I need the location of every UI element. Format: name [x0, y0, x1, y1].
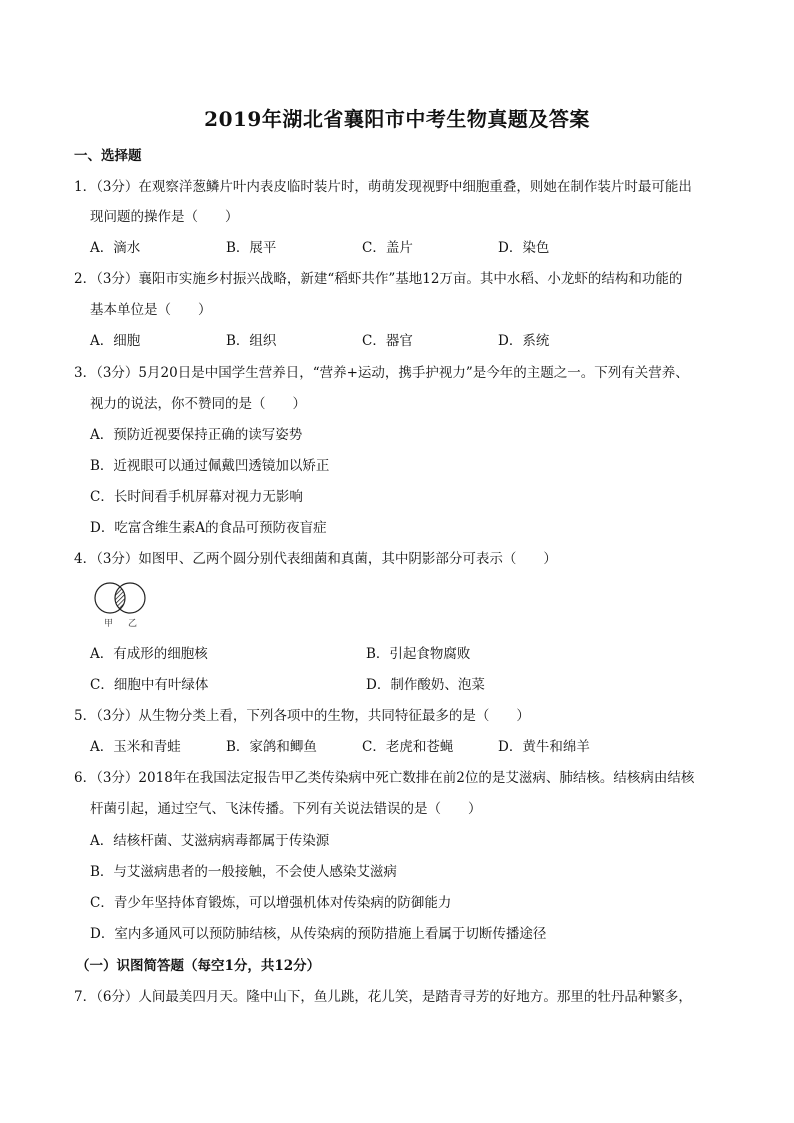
q1-option-b[interactable]: B．展平 [226, 240, 277, 256]
question-1-options [90, 238, 730, 258]
venn-label-yi: 乙 [128, 619, 138, 629]
question-2-options [90, 331, 730, 351]
question-5-options [90, 737, 730, 757]
section-heading-diagram: （一）识图简答题（每空1分，共12分） [76, 958, 321, 974]
q5-option-a[interactable]: A．玉米和青蛙 [90, 739, 181, 755]
question-3-text-cont: 视力的说法，你不赞同的是（ ） [90, 396, 306, 412]
q2-option-a[interactable]: A．细胞 [90, 333, 141, 349]
q3-option-d[interactable]: D．吃富含维生素A的食品可预防夜盲症 [90, 520, 327, 536]
question-6-text-cont: 杆菌引起，通过空气、飞沫传播。下列有关说法错误的是（ ） [90, 801, 482, 817]
question-4-options-row2 [90, 675, 730, 695]
question-7-text: 7．（6分）人间最美四月天。隆中山下，鱼儿跳，花儿笑，是踏青寻芳的好地方。那里的牡丹品种繁多， [74, 989, 692, 1005]
question-1-text: 1．（3分）在观察洋葱鳞片叶内表皮临时装片时，萌萌发现视野中细胞重叠，则她在制作装片时最可能出 [74, 179, 692, 195]
q6-option-a[interactable]: A．结核杆菌、艾滋病病毒都属于传染源 [90, 833, 330, 849]
q6-option-b[interactable]: B．与艾滋病患者的一般接触，不会使人感染艾滋病 [90, 864, 397, 880]
question-2-text: 2．（3分）襄阳市实施乡村振兴战略，新建“稻虾共作”基地12万亩。其中水稻、小龙虾的结构和功能的 [74, 271, 683, 287]
q5-option-d[interactable]: D．黄牛和绵羊 [498, 739, 590, 755]
q5-option-b[interactable]: B．家鸽和鲫鱼 [226, 739, 317, 755]
q4-option-d[interactable]: D．制作酸奶、泡菜 [366, 677, 485, 693]
q4-option-c[interactable]: C．细胞中有叶绿体 [90, 677, 209, 693]
page-title: 2019年湖北省襄阳市中考生物真题及答案 [204, 107, 590, 131]
q1-option-d[interactable]: D．染色 [498, 240, 550, 256]
q3-option-a[interactable]: A．预防近视要保持正确的读写姿势 [90, 427, 303, 443]
section-heading-choice: 一、选择题 [74, 148, 142, 164]
question-4-options-row1 [90, 644, 730, 664]
q4-option-a[interactable]: A．有成形的细胞核 [90, 646, 208, 662]
question-4-text: 4．（3分）如图甲、乙两个圆分别代表细菌和真菌，其中阴影部分可表示（ ） [74, 551, 557, 567]
venn-diagram-figure [92, 580, 148, 630]
question-2-text-cont: 基本单位是（ ） [90, 302, 212, 318]
q2-option-c[interactable]: C．器官 [362, 333, 413, 349]
q3-option-b[interactable]: B．近视眼可以通过佩戴凹透镜加以矫正 [90, 458, 330, 474]
q1-option-a[interactable]: A．滴水 [90, 240, 141, 256]
venn-label-jia: 甲 [104, 619, 114, 629]
question-3-text: 3．（3分）5月20日是中国学生营养日，“营养+运动，携手护视力”是今年的主题之一。下列有关营养、 [74, 365, 689, 381]
q2-option-b[interactable]: B．组织 [226, 333, 277, 349]
q6-option-d[interactable]: D．室内多通风可以预防肺结核，从传染病的预防措施上看属于切断传播途径 [90, 926, 547, 942]
q4-option-b[interactable]: B．引起食物腐败 [366, 646, 471, 662]
q2-option-d[interactable]: D．系统 [498, 333, 550, 349]
q6-option-c[interactable]: C．青少年坚持体育锻炼，可以增强机体对传染病的防御能力 [90, 895, 452, 911]
question-6-text: 6．（3分）2018年在我国法定报告甲乙类传染病中死亡数排在前2位的是艾滋病、肺结核。结核病由结核 [74, 770, 695, 786]
q3-option-c[interactable]: C．长时间看手机屏幕对视力无影响 [90, 489, 303, 505]
q1-option-c[interactable]: C．盖片 [362, 240, 413, 256]
question-5-text: 5．（3分）从生物分类上看，下列各项中的生物，共同特征最多的是（ ） [74, 708, 530, 724]
q5-option-c[interactable]: C．老虎和苍蝇 [362, 739, 454, 755]
question-1-text-cont: 现问题的操作是（ ） [90, 209, 239, 225]
